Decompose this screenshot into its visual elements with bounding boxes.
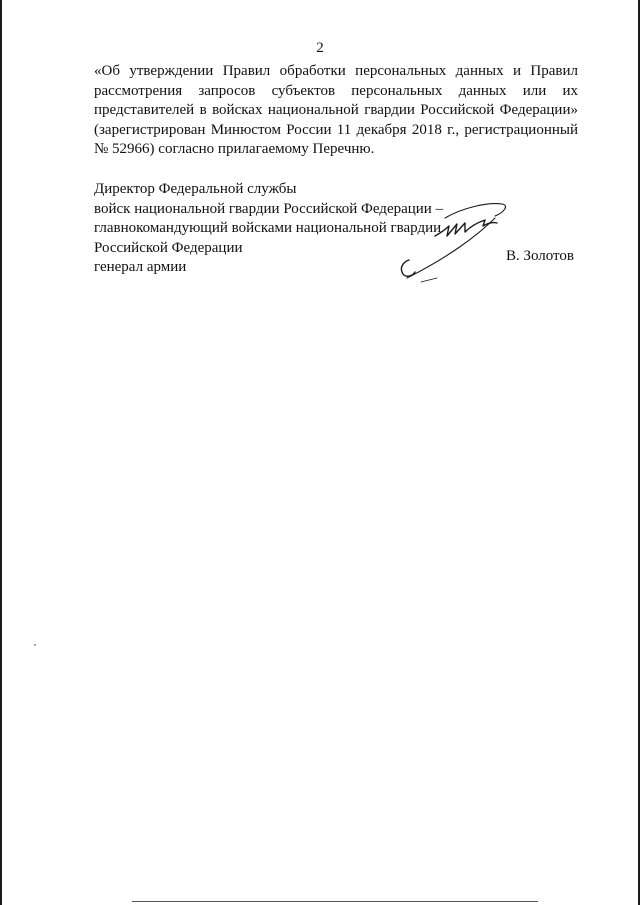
body-line: (зарегистрирован Минюстом России 11 декабря 2018 г., регистрационный: [94, 121, 578, 138]
body-line: «Об утверждении Правил обработки персональных данных и Правил: [94, 63, 578, 79]
body-line: рассмотрения запросов субъектов персональных данных или их: [94, 82, 578, 99]
signatory-title-line: войск национальной гвардии Российской Федерации –: [94, 200, 444, 217]
body-line: представителей в войсках национальной гвардии Российской Федерации»: [94, 102, 578, 118]
signatory-title-line: Директор Федеральной службы: [94, 181, 297, 197]
scan-edge-line: [132, 901, 538, 902]
handwritten-signature: [387, 196, 517, 288]
body-line: № 52966) согласно прилагаемому Перечню.: [94, 141, 375, 157]
scan-speck: [34, 644, 36, 646]
signatory-title-line: главнокомандующий войсками национальной гвардии: [94, 220, 442, 236]
signer-name: В. Золотов: [505, 248, 574, 264]
page-number: 2: [316, 40, 324, 56]
signatory-rank: генерал армии: [94, 259, 187, 275]
signatory-title-line: Российской Федерации: [94, 239, 243, 256]
body-paragraph: [94, 62, 578, 160]
